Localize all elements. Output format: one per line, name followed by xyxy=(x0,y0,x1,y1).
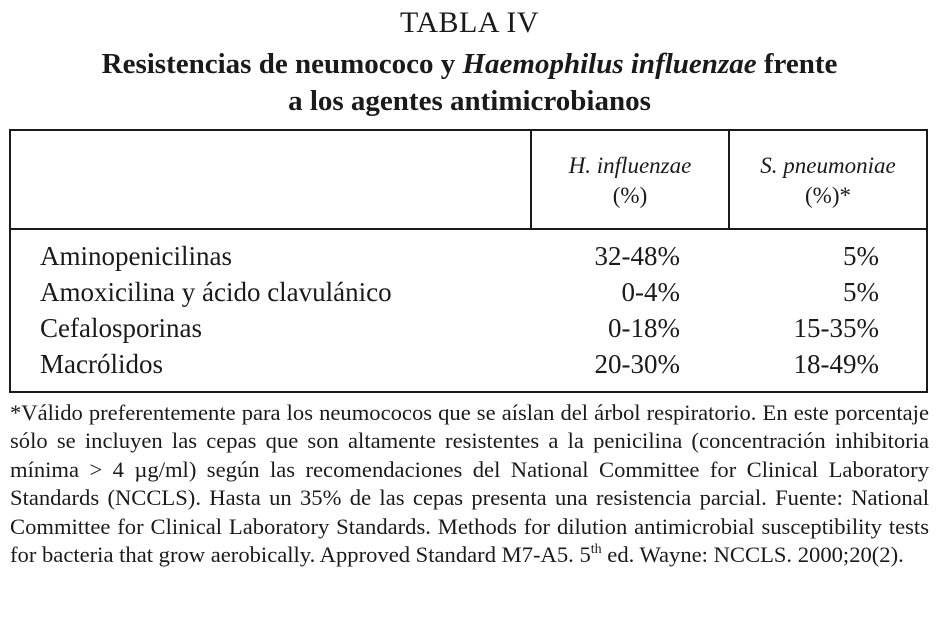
cell-s-pneumoniae: 5% xyxy=(843,277,879,307)
table-label: TABLA IV xyxy=(399,6,540,39)
title-text-2: frente xyxy=(756,48,838,80)
title-text-1: Resistencias de neumococo y xyxy=(101,48,463,80)
column-header-unit: (%) xyxy=(612,183,648,208)
resistance-table xyxy=(9,129,928,393)
column-header-h-influenzae xyxy=(532,151,728,211)
table-row xyxy=(11,313,926,349)
column-header-unit: (%)* xyxy=(805,183,851,208)
column-header-s-pneumoniae xyxy=(730,151,926,211)
row-label: Amoxicilina y ácido clavulánico xyxy=(40,277,392,307)
title-line-2: a los agentes antimicrobianos xyxy=(288,85,651,117)
footnote-main: *Válido preferentemente para los neumococos que se aíslan del árbol respiratorio. En este porcentaje sólo se incluyen las cepas que son altamente resistentes a la penicilina (concentración inhibitoria mínima > 4 µg/ml) según las recomendaciones del National Committee for Clinical Laboratory Standards (NCCLS). Hasta un 35% de las cepas presenta una resistencia parcial. Fuente: National Committee for Clinical Laboratory Standards. Methods for dilution antimicrobial susceptibility tests for bacteria that grow aerobically. Approved Standard M7-A5. 5 xyxy=(10,400,929,568)
column-header-name: S. pneumoniae xyxy=(760,153,896,178)
cell-h-influenzae: 20-30% xyxy=(594,349,680,379)
column-header-name: H. influenzae xyxy=(568,153,692,178)
table-row xyxy=(11,349,926,385)
footnote-text xyxy=(10,399,929,569)
row-label: Cefalosporinas xyxy=(40,313,202,343)
table-row xyxy=(11,277,926,313)
cell-s-pneumoniae: 18-49% xyxy=(793,349,879,379)
row-label: Macrólidos xyxy=(40,349,163,379)
row-label: Aminopenicilinas xyxy=(40,241,232,271)
cell-s-pneumoniae: 15-35% xyxy=(793,313,879,343)
footnote-superscript: th xyxy=(590,542,602,558)
cell-h-influenzae: 32-48% xyxy=(594,241,680,271)
title-organism-italic: Haemophilus influenzae xyxy=(462,48,757,80)
header-rule xyxy=(11,228,926,230)
footnote-tail: ed. Wayne: NCCLS. 2000;20(2). xyxy=(601,542,904,568)
cell-h-influenzae: 0-4% xyxy=(621,277,680,307)
table-row xyxy=(11,241,926,277)
table-title xyxy=(0,46,939,120)
cell-h-influenzae: 0-18% xyxy=(608,313,680,343)
title-line-1 xyxy=(0,46,939,83)
table-footnote xyxy=(10,399,929,569)
cell-s-pneumoniae: 5% xyxy=(843,241,879,271)
